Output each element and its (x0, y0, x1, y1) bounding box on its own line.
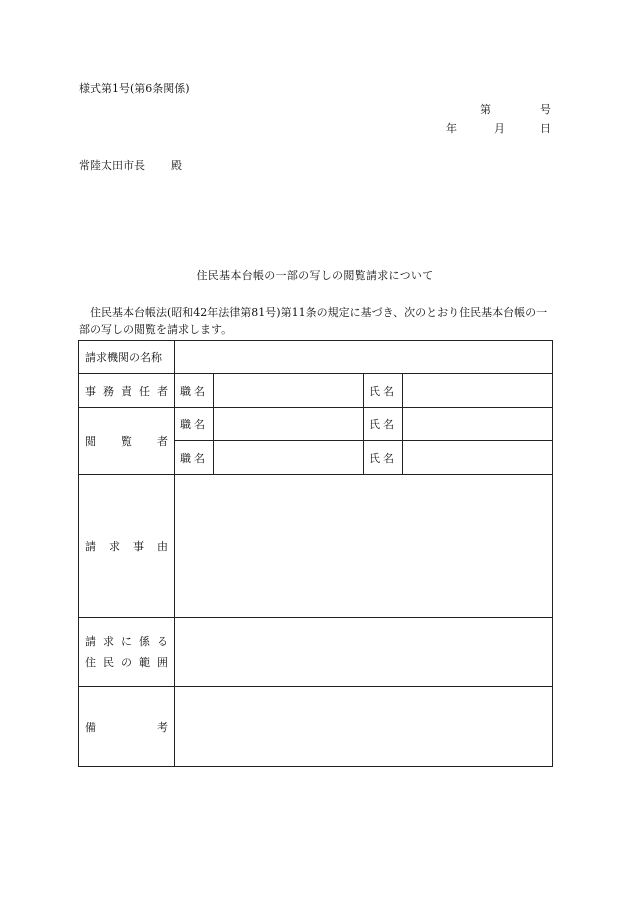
request-statement: 住民基本台帳法(昭和42年法律第81号)第11条の規定に基づき、次のとおり住民基本台帳の一部の写しの閲覧を請求します。 (79, 306, 548, 336)
viewer-2-name-label: 氏名 (364, 441, 403, 475)
viewer-2-name-field[interactable] (403, 441, 553, 475)
document-number-suffix: 号 (540, 103, 551, 116)
request-form-table (78, 340, 553, 767)
date-year-label: 年 (446, 122, 457, 135)
responsible-position-field[interactable] (214, 374, 364, 408)
date-day-label: 日 (540, 122, 551, 135)
addressee-honorific: 殿 (171, 159, 182, 172)
viewer-1-position-label: 職名 (175, 408, 214, 441)
row-viewer-1 (79, 408, 553, 441)
addressee-name: 常陸太田市長 (79, 159, 145, 172)
responsible-person-label: 事 務 責 任 者 (79, 374, 175, 408)
viewer-label: 閲 覧 者 (79, 408, 175, 475)
resident-scope-label: 請 求 に 係 る 住 民 の 範 囲 (79, 618, 175, 687)
agency-name-field[interactable] (175, 341, 553, 374)
row-agency-name (79, 341, 553, 374)
viewer-1-name-label: 氏名 (364, 408, 403, 441)
document-number-prefix: 第 (480, 103, 491, 116)
form-number-label: 様式第1号(第6条関係) (79, 82, 190, 95)
responsible-name-label: 氏名 (364, 374, 403, 408)
viewer-1-position-field[interactable] (214, 408, 364, 441)
row-responsible-person (79, 374, 553, 408)
addressee (79, 157, 182, 173)
date-month-label: 月 (494, 122, 505, 135)
row-resident-scope (79, 618, 553, 687)
viewer-2-position-label: 職名 (175, 441, 214, 475)
remarks-label: 備 考 (79, 687, 175, 767)
responsible-position-label: 職名 (175, 374, 214, 408)
viewer-2-position-field[interactable] (214, 441, 364, 475)
viewer-1-name-field[interactable] (403, 408, 553, 441)
request-reason-field[interactable] (175, 475, 553, 618)
row-remarks (79, 687, 553, 767)
document-title: 住民基本台帳の一部の写しの閲覧請求について (196, 269, 434, 282)
agency-name-label: 請求機関の名称 (79, 341, 175, 374)
request-reason-label: 請 求 事 由 (79, 475, 175, 618)
row-request-reason (79, 475, 553, 618)
remarks-field[interactable] (175, 687, 553, 767)
resident-scope-field[interactable] (175, 618, 553, 687)
responsible-name-field[interactable] (403, 374, 553, 408)
